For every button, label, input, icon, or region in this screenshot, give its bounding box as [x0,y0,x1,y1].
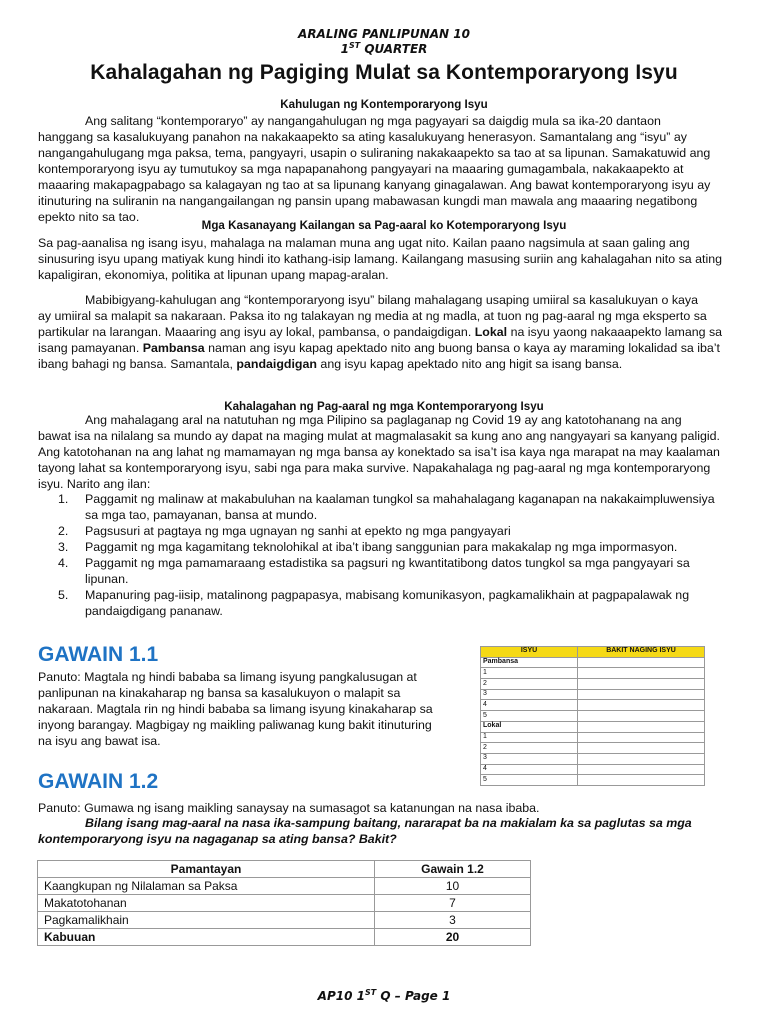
answer-cell[interactable] [578,764,705,775]
criterion-label: Kaangkupan ng Nilalaman sa Paksa [38,878,375,895]
answer-cell[interactable] [578,721,705,732]
row-number: 5 [481,775,578,786]
row-number: 1 [481,668,578,679]
text-run: naman ang isyu kapag apektado nito ang buong bansa o kaya ay maraming lokalidad sa iba’t ibang bahagi ng bansa. Samantala, [38,341,720,371]
quarter-word: QUARTER [364,42,428,56]
quarter-superscript: ST [348,41,361,50]
paragraph-first-line: Mabibigyang-kahulugan ang “kontemporaryong isyu” bilang mahalagang usaping umiiral sa kasalukuyan o kaya [85,293,699,307]
answer-cell[interactable] [578,753,705,764]
answer-cell[interactable] [578,679,705,690]
table-row [481,764,705,775]
paragraph-kahalagahan [38,412,730,492]
criterion-label: Makatotohanan [38,895,375,912]
table-header-row [38,861,531,878]
table-row [481,721,705,732]
row-number: 5 [481,711,578,722]
gawain-1-1-instructions: Panuto: Magtala ng hindi bababa sa limang isyung pangkalusugan at panlipunan na kinakaharap ng bansa sa kasalukuyon o malapit sa nakaraan. Magtala rin ng hindi bababa sa limang isyung kinakaharap sa inyong barangay. Magbigay ng maikling paliwanag kung bakit itinuturing na isyu ang bawat isa. [38,670,433,748]
list-text: Paggamit ng mga kagamitang teknolohikal at iba’t ibang sanggunian para makakalap ng mga impormasyon. [85,540,678,554]
table-row [481,679,705,690]
table-row [481,743,705,754]
section-heading-kasanayan: Mga Kasanayang Kailangan sa Pag-aaral ko Kotemporaryong Isyu [201,219,567,232]
answer-cell[interactable] [578,700,705,711]
answer-cell[interactable] [578,711,705,722]
paragraph-kasanayan-1: Sa pag-aanalisa ng isang isyu, mahalaga na malaman muna ang ugat nito. Kailan paano nagsimula at saan galing ang sinusuring isyu upang matiyak kung hindi ito kathang-isip lamang. Kailangang masusing suriin ang kahalagahan nito sa ating kapaligiran, ekonomiya, politika at lipunan upang mapag-aralan. [38,236,722,282]
criterion-score: 3 [375,912,531,929]
column-header-isyu: ISYU [481,647,578,658]
answer-cell[interactable] [578,657,705,668]
term-pandaigdigan: pandaigdigan [236,357,317,371]
paragraph-rest: hanggang sa kasalukuyang panahon na nakakaapekto sa ating kasalukuyang henerasyon. Samantalang ang “isyu” ay nangangahulugang mga paksa, tema, pangyayri, usapin o suliraning nakakaapekto sa tao at sa lipunan. Samakatuwid ang kontemporaryong isyu ay tumutukoy sa mga napapanahong pangyayari na maaaring gumagambala, nakakaapekto at maaaring makapagpabago sa kalagayan ng tao at sa lipunang kanyang ginagalawan. Ang bawat kontemporaryong isyu ay itinuturing na suliranin na nangangailangan ng pansin upang mabawasan kungdi man mawala ang maaaring negatibong epekto nito sa tao. [38,130,711,224]
answer-cell[interactable] [578,775,705,786]
row-number: 2 [481,743,578,754]
column-header-bakit: BAKIT NAGING ISYU [578,647,705,658]
row-number: 4 [481,764,578,775]
subject-header: ARALING PANLIPUNAN 10 [298,27,470,41]
paragraph-first-line: Ang salitang “kontemporaryo” ay nangangahulugan ng mga pagyayari sa daigdig mula sa ika-20 dantaon [85,114,661,128]
list-text: Paggamit ng mga pamamaraang estadistika sa pagsuri ng kwantitatibong datos tungkol sa mga pangyayari sa lipunan. [85,556,690,586]
list-text: Paggamit ng malinaw at makabuluhan na kaalaman tungkol sa mahahalagang kaganapan na nakakaimpluwensiya sa mga tao, pamayanan, bansa at mundo. [85,492,715,522]
section-heading-kahulugan: Kahulugan ng Kontemporaryong Isyu [280,98,488,111]
table-row [481,689,705,700]
term-pambansa: Pambansa [142,341,205,355]
list-text: Pagsusuri at pagtaya ng mga ugnayan ng sanhi at epekto ng mga pangyayari [85,524,511,538]
rubric-table [37,860,531,946]
table-row [481,668,705,679]
gawain-1-1-title: GAWAIN 1.1 [38,643,159,666]
table-row [38,912,531,929]
paragraph-rest: bawat isa na nilalang sa mundo ay dapat na maging mulat at magmalasakit sa kung ano ang nangyayari sa kanyang paligid. Ang katotohanan na ang lahat ng mamamayan ng mga bansa ay konektado sa isa’t isa kaya nga marapat na may kaalaman tayong lahat sa kontemporaryong isyu, sabi nga para maka survive. Napakahalaga ng pag-aaral ng mga kontemporaryong isyu. Narito ang ilan: [38,429,720,491]
section-label-pambansa: Pambansa [481,657,578,668]
list-item [38,555,730,587]
term-lokal: Lokal [474,325,508,339]
answer-cell[interactable] [578,689,705,700]
footer-superscript: ST [364,988,377,997]
answer-cell[interactable] [578,743,705,754]
section-label-lokal: Lokal [481,721,578,732]
table-row [38,895,531,912]
paragraph-kahulugan [38,113,730,225]
list-item [38,587,730,619]
text-run: na isyu yaong nakaaapekto lamang sa isang pamayanan. [38,325,723,355]
list-item [38,523,730,539]
row-number: 3 [481,753,578,764]
total-label: Kabuuan [38,929,375,946]
footer-suffix: Q – Page 1 [380,989,451,1003]
footer-prefix: AP10 1 [317,989,365,1003]
text-run: ang isyu kapag apektado nito ang higit sa isang bansa. [320,357,623,371]
column-header-pamantayan: Pamantayan [38,861,375,878]
row-number: 1 [481,732,578,743]
paragraph-kasanayan-2 [38,292,730,372]
list-text: Mapanuring pag-iisip, matalinong pagpapasya, mabisang komunikasyon, pagkamalikhain at pagpapalawak ng pandaigdigang pananaw. [85,588,690,618]
quarter-header [0,42,768,56]
table-row [481,753,705,764]
row-number: 4 [481,700,578,711]
criterion-score: 7 [375,895,531,912]
row-number: 2 [481,679,578,690]
list-number: 1. [58,492,69,506]
page-footer [0,989,768,1003]
column-header-gawain: Gawain 1.2 [375,861,531,878]
list-number: 4. [58,556,69,570]
table-row [481,700,705,711]
total-score: 20 [375,929,531,946]
gawain-1-2-instructions: Panuto: Gumawa ng isang maikling sanaysay na sumasagot sa katanungan na nasa ibaba. [38,801,540,815]
row-number: 3 [481,689,578,700]
text-run: ay umiiral sa malapit sa nakaraan. Paksa ito ng talakayan ng media at ng madla, at tuon ng pag-aaral ng mga eksperto sa partikular na larangan. Maaaring ang isyu ay lokal, pambansa, o pandaigdigan. [38,309,707,339]
answer-cell[interactable] [578,732,705,743]
section-heading-kahalagahan: Kahalagahan ng Pag-aaral ng mga Kontemporaryong Isyu [224,400,544,413]
answer-cell[interactable] [578,668,705,679]
list-item [38,539,730,555]
page-title: Kahalagahan ng Pagiging Mulat sa Kontemporaryong Isyu [90,61,678,84]
list-number: 5. [58,588,69,602]
table-header-row [481,647,705,658]
table-row [481,775,705,786]
list-number: 3. [58,540,69,554]
paragraph-rest [38,308,730,372]
quarter-number: 1 [340,42,349,56]
total-row [38,929,531,946]
essay-question: Bilang isang mag-aaral na nasa ika-sampung baitang, nararapat ba na makialam ka sa paglutas sa mga kontemporaryong isyu na nagaganap sa ating bansa? Bakit? [38,816,692,846]
table-row [481,711,705,722]
gawain-1-2-title: GAWAIN 1.2 [38,770,159,793]
list-number: 2. [58,524,69,538]
criterion-score: 10 [375,878,531,895]
table-row [481,732,705,743]
importance-list [38,491,730,619]
table-row [481,657,705,668]
isyu-table [480,646,705,786]
list-item [38,491,730,523]
criterion-label: Pagkamalikhain [38,912,375,929]
table-row [38,878,531,895]
paragraph-first-line: Ang mahalagang aral na natutuhan ng mga Pilipino sa paglaganap ng Covid 19 ay ang katotohanang na ang [85,413,682,427]
